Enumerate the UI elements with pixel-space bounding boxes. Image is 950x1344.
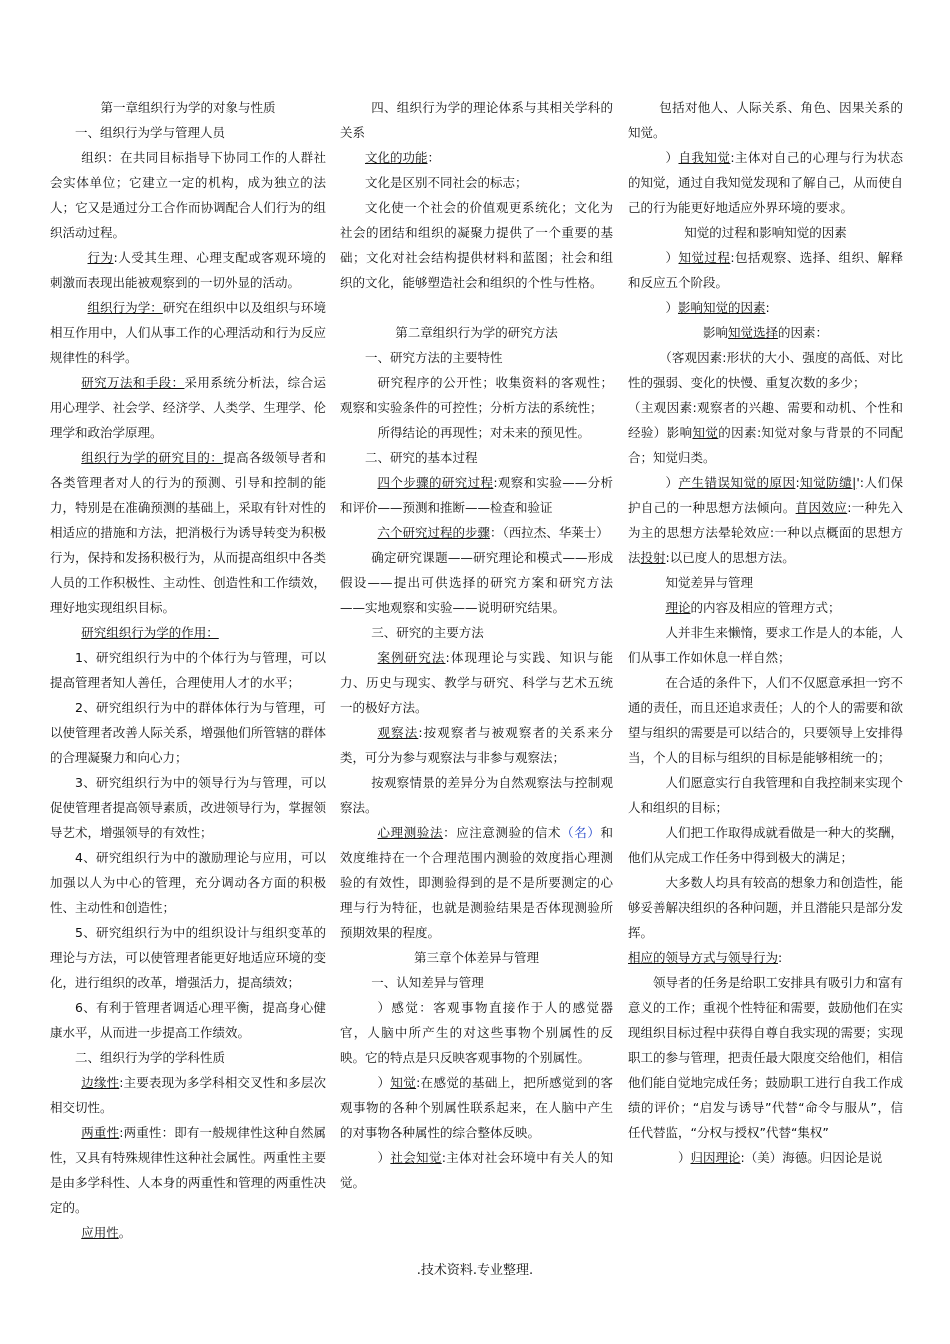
text: 的因素:知觉对象与背景的不同配合；知觉归类。 [628,425,903,465]
property-dual [50,1120,326,1220]
paragraph: 领导者的任务是给职工安排具有吸引力和富有意义的工作；重视个性特征和需要，鼓励他们在实现组织目标过程中获得自尊自我实现的需要；实现职工的参与管理，把责任最大限度交给他们，相信他们能自觉地完成任务；鼓励职工进行自我工作成绩的评价；“启发与诱导”代替“命令与服从”，信任代替监，“分权与授权”代替“集权” [628,975,904,1140]
definition-text: :观察和实验——分析和评价——预测和推断——检查和验证 [340,475,613,515]
definition-text: ：应注意测验的信术 [443,825,562,840]
term: 知觉防缱| [799,475,857,490]
paragraph: 按观察情景的差异分为自然观察法与控制观察法。 [340,775,613,815]
term: 案例研究法 [377,650,446,665]
term: 苜因效应 [795,500,848,515]
chapter-1-title: 第一章组织行为学的对象与性质 [100,100,276,115]
term: 理论 [665,600,691,615]
property-applied [50,1220,326,1245]
text: （主观因素:观察者的兴趣、需要和动机、个性和经验）影响 [628,400,903,440]
term: 组织行为学的研究目的： [81,450,224,465]
definition-text: :主要表现为多学科相交叉性和多层次相交切性。 [50,1075,326,1115]
paragraph: 文化使一个社会的价值观更系统化；文化为社会的团结和组织的凝聚力提供了一个重要的基础；文化对社会结构提供材料和蓝图；社会和组织的文化，能够塑造社会和组织的个性与性格。 [340,200,613,290]
paragraph: 包括对他人、人际关系、角色、因果关系的知觉。 [628,100,903,140]
definition-text: :体现理论与实践、知识与能力、历史与现实、教学与研究、科学与艺术五统一的极好方法。 [340,650,613,715]
definition-text: 采用系统分析法，综合运用心理学、社会学、经济学、人类学、生理学、伦理学和政治学原理。 [50,375,326,440]
error-causes [628,470,903,570]
section-heading: 三、研究的主要方法 [371,625,484,640]
definition-text: :包括观察、选择、组织、解释和反应五个阶段。 [628,250,903,290]
role-heading [50,620,326,645]
text: :以已度人的思想方法。 [665,550,795,565]
definition-text: 和效度维持在一个合理范围内测验的效度指心理测验的有效性，即测验得到的是不是所要测定的心理与行为特征，也就是测验结果是否体现测验所预期效果的程度。 [340,825,613,940]
chapter-3-title: 第三章个体差异与管理 [413,950,539,965]
culture-heading [340,145,613,170]
list-item: 6、有利于管理者调适心理平衡，提高身心健康水平，从而进一步提高工作绩效。 [50,1000,326,1040]
term: 投射 [640,550,666,565]
influence-factors [628,295,903,320]
six-steps-heading [340,520,613,545]
marker: ） [665,250,679,265]
term: 六个研究过程的步骤 [377,525,491,540]
definition-text: ：（西拉杰、华莱士） [490,525,609,540]
term: 边缘性 [81,1075,120,1090]
term: 组织 [81,150,108,165]
perception [340,1070,613,1145]
definition-text: :在感觉的基础上，把所感觉到的客观事物的各种个别属性联系起来，在人脑中产生的对事物各种属性的综合整体反映。 [340,1075,613,1140]
social-perception [340,1145,613,1195]
annotation: （名） [561,825,601,840]
term: 研究万法和手段： [81,375,185,390]
term: 自我知觉 [678,150,731,165]
leadership-heading [628,945,903,970]
marker: ） [665,150,679,165]
paragraph: 所得结论的再现性；对未来的预见性。 [377,425,591,440]
marker: ） [377,1075,391,1090]
text: 的内容及相应的管理方式； [690,600,841,615]
paragraph: 文化是区别不同社会的标志； [365,175,528,190]
column-1 [50,95,326,1245]
term: 相应的领导方式与领导行为 [628,950,779,965]
text: ':人们保护自己的一种思想方法倾向。 [628,475,903,515]
colon: : [765,300,770,315]
section-heading: 二、研究的基本过程 [365,450,478,465]
colon: ： [427,150,441,165]
definition-text: :主体对社会环境中有关人的知觉。 [340,1150,613,1190]
definition-text: :人受其生理、心理支配或客观环境的刺激而表现出能被观察到的一切外显的活动。 [50,250,326,290]
sensation: ）感觉：客观事物直接作于人的感觉器官，人脑中所产生的对这些事物个别属性的反映。它的特点是只反映客观事物的个别属性。 [340,1000,613,1065]
psych-test-method [340,820,613,945]
observation-method [340,720,613,770]
marker: ） [665,300,679,315]
objective-factors: （客观因素:形状的大小、强度的高低、对比性的强弱、变化的快慢、重复次数的多少； [628,350,903,390]
column-3 [628,95,903,1170]
section-heading: 一、研究方法的主要特性 [365,350,503,365]
definition-text: :主体对自己的心理与行为状态的知觉，通过自我知觉发现和了解自己，从而使自己的行为能更好地适应外界环境的要求。 [628,150,904,215]
term: 社会知觉 [390,1150,442,1165]
section-heading: 一、认知差异与管理 [371,975,484,990]
definition-text: 提高各级领导者和各类管理者对人的行为的预测、引导和控制的能力，特别是在准确预测的基础上，采取有针对性的相适应的措施和方法，把消极行为诱导转变为积极行为，保持和发扬积极行为，从而提高组织中各类人员的工作积极性、主动性、创造性和工作绩效，理好地实现组织目标。 [50,450,326,615]
case-method [340,645,613,720]
definition-organization [50,145,326,245]
page-footer: .技术资料.专业整理. [416,1263,534,1278]
definition-text: ：在共同目标指导下协同工作的人群社会实体单位；它建立一定的机构，成为独立的法人；它又是通过分工合作而协调配合人们行为的组织活动过程。 [50,150,326,240]
definition-text: :按观察者与被观察者的关系来分类，可分为参与观察法与非参与观察法； [340,725,613,765]
term: 行为 [87,250,114,265]
list-item: 2、研究组织行为中的群体体行为与管理，可以使管理者改善人际关系，增强他们所管辖的群体的合理凝聚力和向心力； [50,700,326,765]
marker: ） [678,1150,691,1165]
term: 观察法 [377,725,419,740]
text: 影响 [702,325,728,340]
perception-process [628,245,903,295]
term: 研究组织行为学的作用： [81,625,219,640]
list-item: 4、研究组织行为中的激励理论与应用，可以加强以人为中心的管理，充分调动各方面的积极性、主动性和创造性； [50,850,326,915]
attribution-theory [628,1145,903,1170]
text: :一种先入为主的思想方法晕轮效应:一种以点概面的思想方法 [628,500,903,565]
term: 文化的功能 [365,150,428,165]
list-item: 1、研究组织行为中的个体行为与管理，可以提高管理者知人善任，合理使用人才的水平； [50,650,326,690]
chapter-2-title: 第二章组织行为学的研究方法 [395,325,558,340]
definition-behavior [50,245,326,295]
research-goal [50,445,326,620]
property-edge [50,1070,326,1120]
list-item: 3、研究组织行为中的领导行为与管理，可以促使管理者提高领导素质，改进领导行为，掌握领导艺术，增强领导的有效性； [50,775,326,840]
research-methods [50,370,326,445]
self-perception [628,145,903,220]
list-item: 5、研究组织行为中的组织设计与组织变革的理论与方法，可以使管理者能更好地适应环境的变化，进行组织的改革，增强活力，提高绩效； [50,925,326,990]
theory-point: 在合适的条件下，人们不仅愿意承担一窍不通的责任，而且还追求责任；人的个人的需要和欲望与组织的需要是可以结合的，只要领导上安排得当，个人的目标与组织的目标是能够相统一的； [628,675,904,765]
definition-text: 研究在组织中以及组织与环境相互作用中，人们从事工作的心理活动和行为反应规律性的科学。 [50,300,326,365]
column-2 [340,95,613,1195]
theory-point: 大多数人均具有较高的想象力和创造性，能够妥善解决组织的各种问题，并且潜能只是部分发挥。 [628,875,904,940]
theory-point: 人并非生来懒惰，要求工作是人的本能，人们从事工作如休息一样自然； [628,625,904,665]
theory-heading [628,595,903,620]
term: 知觉 [692,425,719,440]
four-steps [340,470,613,520]
term: 知觉选择 [727,325,778,340]
term: 影响知觉的因素 [678,300,766,315]
colon: : [795,475,800,490]
section-heading: 一、组织行为学与管理人员 [75,125,226,140]
spacer [340,295,613,320]
definition-text: :两重性：即有一般规律性这种自然属性，又具有特殊规律性这种社会属性。两重性主要是由多学科性、人本身的两重性和管理的两重性决定的。 [50,1125,326,1215]
theory-point: 人们把工作取得成就看做是一种大的奖酬，他们从完成工作任务中得到极大的满足； [628,825,904,865]
subsection-heading: 知觉的过程和影响知觉的因素 [684,225,847,240]
term: 应用性 [81,1225,119,1240]
term: 知觉过程 [678,250,731,265]
term: 心理测验法 [377,825,444,840]
theory-point: 人们愿意实行自我管理和自我控制来实现个人和组织的目标； [628,775,904,815]
term: 归因理论 [690,1150,741,1165]
definition-ob [50,295,326,370]
text: 的因素： [778,325,829,340]
definition-text: :（美）海德。归因论是说 [740,1150,883,1165]
marker: ） [377,1150,391,1165]
term: 四个步骤的研究过程 [377,475,494,490]
subjective-factors [628,395,903,470]
section-heading: 二、组织行为学的学科性质 [75,1050,226,1065]
term: 知觉 [390,1075,417,1090]
term: 产生错误知觉的原因 [678,475,796,490]
colon: : [778,950,783,965]
paragraph: 研究程序的公开性；收集资料的客观性；观察和实验条件的可控性；分析方法的系统性； [340,375,613,415]
definition-text: 。 [118,1225,132,1240]
term: 两重性 [81,1125,120,1140]
subsection-heading: 知觉差异与管理 [665,575,754,590]
section-heading: 四、组织行为学的理论体系与其相关学科的关系 [340,100,613,140]
term: 组织行为学： [87,300,163,315]
marker: ） [665,475,679,490]
paragraph: 确定研究课题——研究理论和模式——形成假设——提出可供选择的研究方案和研究方法——实地观察和实验——说明研究结果。 [340,550,613,615]
selection-factors [628,320,903,345]
